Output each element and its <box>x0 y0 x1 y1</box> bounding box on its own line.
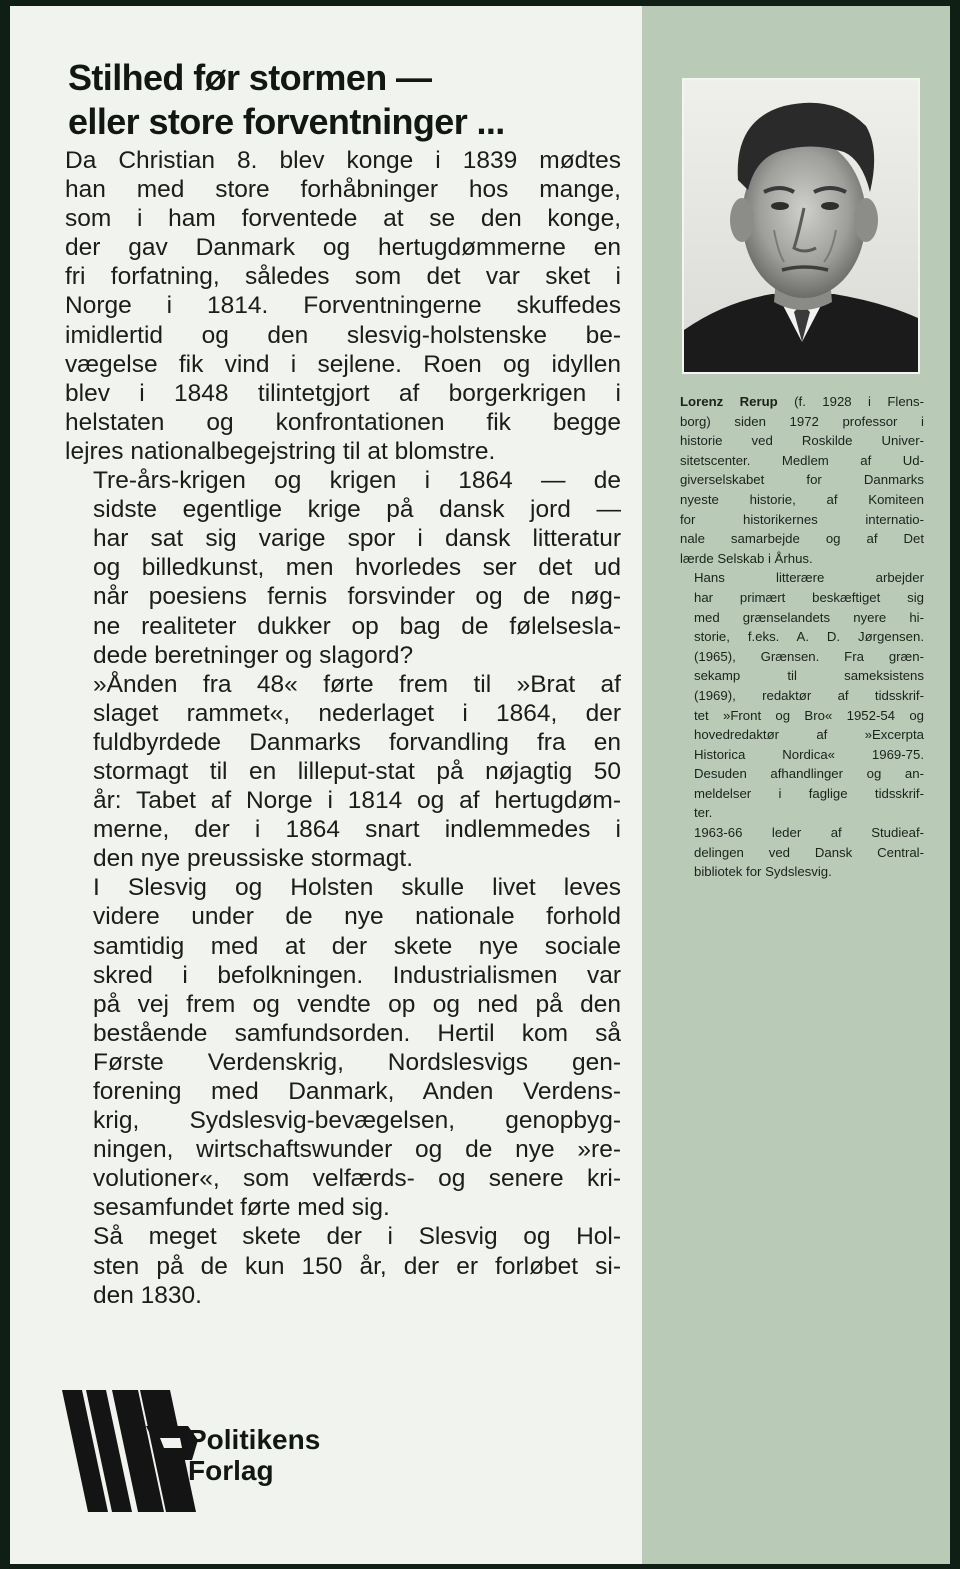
blurb-line: sidste egentlige krige på dansk jord — <box>93 496 621 524</box>
bio-line: giverselskabet for Danmarks <box>680 472 924 488</box>
author-portrait-illustration <box>684 80 918 372</box>
bio-line: for historikernes internatio- <box>680 511 924 527</box>
bio-line: nyeste historie, af Komiteen <box>680 491 924 507</box>
blurb-line: volutioner«, som velfærds- og senere kri- <box>93 1165 621 1193</box>
bio-line: 1963-66 leder af Studieaf- <box>694 825 924 841</box>
blurb-line: den 1830. <box>93 1281 202 1309</box>
blurb-line: Da Christian 8. blev konge i 1839 mødtes <box>65 147 621 174</box>
bio-line: Hans litterære arbejder <box>694 570 924 586</box>
blurb-line: fri forfatning, således som det var sket i <box>65 263 621 291</box>
blurb-paragraph <box>65 466 621 670</box>
blurb-line: imidlertid og den slesvig-holstenske be- <box>65 321 621 349</box>
blurb-line: år: Tabet af Norge i 1814 og af hertugdøm- <box>93 787 621 815</box>
bio-line: borg) siden 1972 professor i <box>680 413 924 429</box>
blurb-line: har sat sig varige spor i dansk litteratur <box>93 525 621 553</box>
bio-line: Desuden afhandlinger og an- <box>694 766 924 782</box>
blurb-line: Så meget skete der i Slesvig og Hol- <box>93 1223 621 1251</box>
headline-line-1: Stilhed før stormen — <box>68 57 432 98</box>
blurb-paragraph <box>65 873 621 1222</box>
blurb-line: samtidig med at der skete nye sociale <box>93 932 621 960</box>
blurb-line: sesamfundet førte med sig. <box>93 1194 390 1222</box>
bio-line <box>680 392 924 412</box>
book-back-cover <box>10 6 950 1564</box>
blurb-line: og billedkunst, men hvorledes ser det ud <box>93 554 621 582</box>
bio-line-text: (f. 1928 i Flens- <box>777 394 925 409</box>
publisher-line-2: Forlag <box>188 1455 274 1486</box>
blurb-line: lejres nationalbegejstring til at blomstre. <box>65 437 496 465</box>
bio-paragraph <box>680 568 924 823</box>
blurb-line: når poesiens fernis forsvinder og de nøg- <box>93 583 621 611</box>
blurb-paragraph <box>65 1222 621 1309</box>
blurb-line: I Slesvig og Holsten skulle livet leves <box>93 874 621 902</box>
blurb-line: han med store forhåbninger hos mange, <box>65 176 621 204</box>
bio-line: hovedredaktør af »Excerpta <box>694 727 924 743</box>
bio-line: meldelser i faglige tidsskrif- <box>694 785 924 801</box>
blurb-line: videre under de nye nationale forhold <box>93 903 621 931</box>
blurb-line: ne realiteter dukker op bag de følelsesla- <box>93 612 621 640</box>
blurb-line: Første Verdenskrig, Nordslesvigs gen- <box>93 1048 621 1076</box>
blurb-text <box>65 146 621 1310</box>
blurb-line: merne, der i 1864 snart indlemmedes i <box>93 816 621 844</box>
blurb-line: »Ånden fra 48« førte frem til »Brat af <box>93 670 621 698</box>
bio-line: historie ved Roskilde Univer- <box>680 433 924 449</box>
cover-headline <box>68 56 628 144</box>
blurb-line: krig, Sydslesvig-bevægelsen, genopbyg- <box>93 1107 621 1135</box>
bio-line: bibliotek for Sydslesvig. <box>694 864 832 880</box>
blurb-line: bestående samfundsorden. Hertil kom så <box>93 1019 621 1047</box>
bio-line: (1965), Grænsen. Fra græn- <box>694 648 924 664</box>
bio-line: sitetscenter. Medlem af Ud- <box>680 452 924 468</box>
blurb-line: vægelse fik vind i sejlene. Roen og idyllen <box>65 350 621 378</box>
bio-line: nale samarbejde og af Det <box>680 531 924 547</box>
bio-line: Historica Nordica« 1969-75. <box>694 746 924 762</box>
headline-line-2: eller store forventninger ... <box>68 101 505 142</box>
bio-paragraph <box>680 392 924 568</box>
blurb-line: helstaten og konfrontationen fik begge <box>65 408 621 436</box>
author-bio <box>680 392 924 882</box>
bio-paragraph <box>680 823 924 882</box>
blurb-line: dede beretninger og slagord? <box>93 641 414 669</box>
bio-line: delingen ved Dansk Central- <box>694 844 924 860</box>
blurb-line: som i ham forventede at se den konge, <box>65 205 621 233</box>
bio-line: lærde Selskab i Århus. <box>680 550 813 566</box>
blurb-line: ningen, wirtschaftswunder og de nye »re- <box>93 1136 621 1164</box>
bio-line: sekamp til sameksistens <box>694 668 924 684</box>
blurb-line: forening med Danmark, Anden Verdens- <box>93 1078 621 1105</box>
blurb-line: blev i 1848 tilintetgjort af borgerkrigen i <box>65 379 621 407</box>
blurb-line: skred i befolkningen. Industrialismen var <box>93 961 621 989</box>
blurb-line: fuldbyrdede Danmarks forvandling fra en <box>93 728 621 756</box>
author-name: Lorenz Rerup <box>680 394 778 409</box>
blurb-line: slaget rammet«, nederlaget i 1864, der <box>93 699 621 727</box>
blurb-line: sten på de kun 150 år, der er forløbet si- <box>93 1252 621 1280</box>
publisher-line-1: Politikens <box>188 1424 321 1455</box>
blurb-line: på vej frem og vendte op og ned på den <box>93 990 621 1018</box>
blurb-line: Norge i 1814. Forventningerne skuffedes <box>65 292 621 320</box>
blurb-line: der gav Danmark og hertugdømmerne en <box>65 234 621 262</box>
bio-line: tet »Front og Bro« 1952-54 og <box>694 707 924 723</box>
blurb-paragraph <box>65 670 621 874</box>
blurb-line: stormagt til en lilleput-stat på nøjagtig 50 <box>93 757 621 785</box>
bio-line: storie, f.eks. A. D. Jørgensen. <box>694 629 924 645</box>
bio-line: ter. <box>694 805 713 821</box>
blurb-paragraph <box>65 146 621 466</box>
author-portrait <box>682 78 920 374</box>
blurb-line: Tre-års-krigen og krigen i 1864 — de <box>93 467 621 495</box>
blurb-line: den nye preussiske stormagt. <box>93 845 414 873</box>
bio-line: (1969), redaktør af tidsskrif- <box>694 687 924 703</box>
publisher-name <box>188 1424 320 1486</box>
bio-line: har primært beskæftiget sig <box>694 589 924 605</box>
bio-line: med grænselandets nyere hi- <box>694 609 924 625</box>
